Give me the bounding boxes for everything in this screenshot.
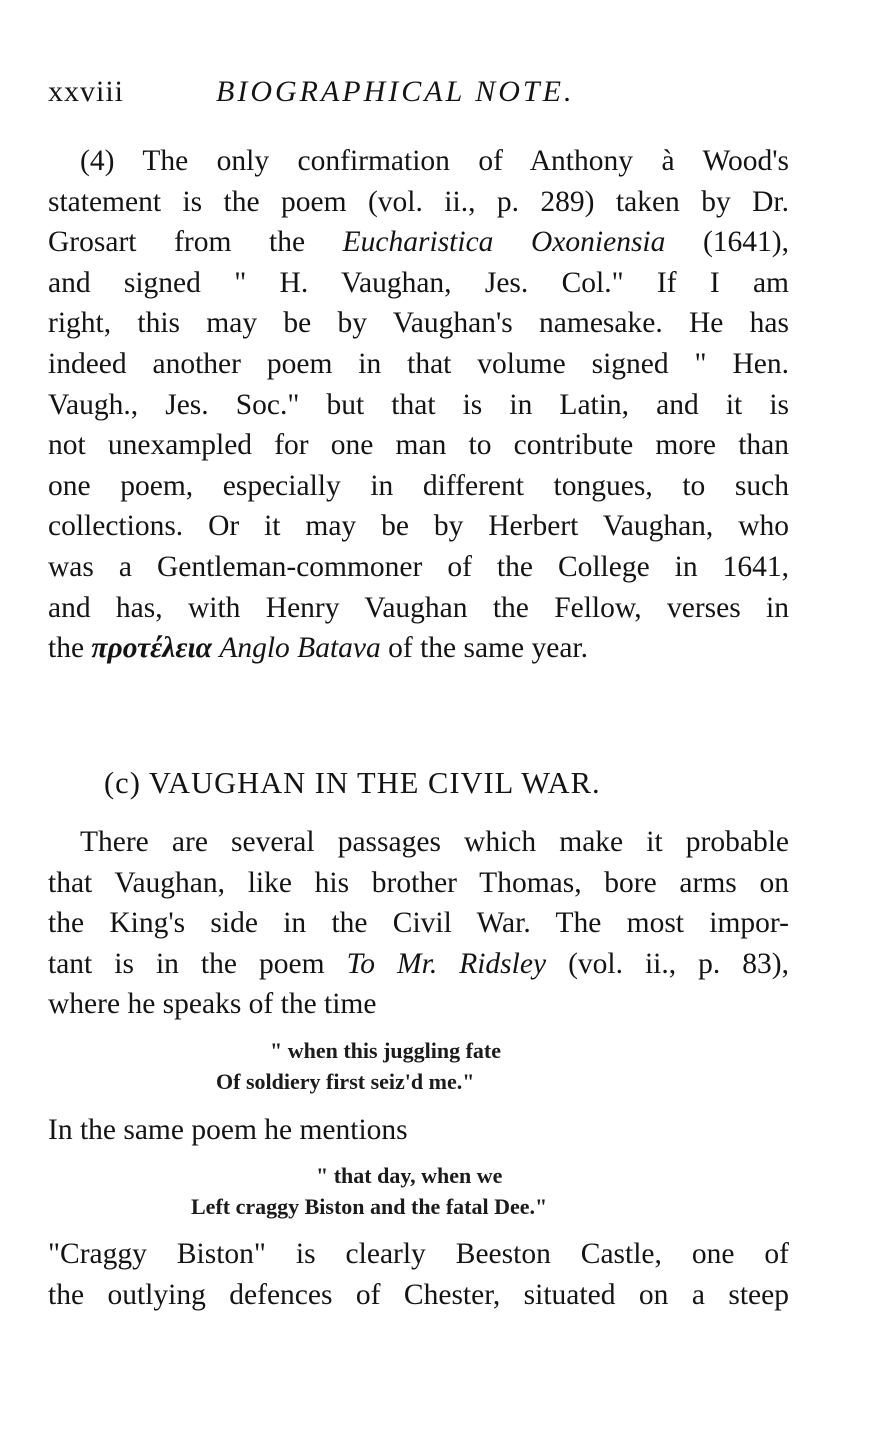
greek-word: προτέλεια bbox=[91, 632, 212, 665]
text-line bbox=[48, 628, 789, 669]
text-line: one poem, especially in different tongues, to such bbox=[48, 469, 789, 502]
text-line: and signed " H. Vaughan, Jes. Col." If I am bbox=[48, 266, 789, 299]
text-line: "Craggy Biston" is clearly Beeston Castle, one of bbox=[48, 1238, 789, 1270]
text-fragment: of the same year. bbox=[380, 632, 588, 665]
paragraph-civil-war bbox=[48, 822, 789, 1025]
text-line: indeed another poem in that volume signed " Hen. bbox=[48, 347, 789, 380]
text-line bbox=[48, 222, 789, 263]
quote-line: Left craggy Biston and the fatal Dee." bbox=[191, 1194, 548, 1219]
text-line: (4) The only confirmation of Anthony à Wood's bbox=[80, 145, 789, 177]
quote-line: Of soldiery first seiz'd me." bbox=[216, 1069, 475, 1094]
text-line: In the same poem he mentions bbox=[48, 1114, 408, 1146]
text-line: not unexampled for one man to contribute more than bbox=[48, 429, 789, 462]
text-line: where he speaks of the time bbox=[48, 988, 377, 1021]
italic-title: Eucharistica Oxoniensia bbox=[342, 226, 666, 259]
italic-title: Anglo Batava bbox=[211, 632, 381, 665]
text-line: Vaugh., Jes. Soc." but that is in Latin, and it is bbox=[48, 388, 789, 421]
quote-line: " that day, when we bbox=[316, 1163, 503, 1188]
page-header bbox=[48, 72, 808, 112]
text-line: and has, with Henry Vaughan the Fellow, verses in bbox=[48, 591, 789, 624]
text-line: collections. Or it may be by Herbert Vaughan, who bbox=[48, 510, 789, 543]
paragraph-beeston bbox=[48, 1234, 789, 1315]
text-line: that Vaughan, like his brother Thomas, bore arms on bbox=[48, 866, 789, 899]
text-line bbox=[48, 944, 789, 985]
text-fragment: (1641), bbox=[665, 226, 789, 259]
text-fragment: Grosart from the bbox=[48, 226, 343, 259]
text-line: statement is the poem (vol. ii., p. 289) taken by Dr. bbox=[48, 185, 789, 218]
italic-title: To Mr. Ridsley bbox=[346, 947, 547, 980]
running-title: BIOGRAPHICAL NOTE. bbox=[216, 75, 575, 108]
text-line: was a Gentleman-commoner of the College in 1641, bbox=[48, 550, 789, 583]
text-line: the King's side in the Civil War. The most impor- bbox=[48, 907, 789, 940]
quote-line: " when this juggling fate bbox=[270, 1038, 502, 1063]
text-line: right, this may be by Vaughan's namesake. He has bbox=[48, 307, 789, 340]
text-fragment: (vol. ii., p. 83), bbox=[546, 947, 789, 980]
paragraph-wood-confirmation bbox=[48, 141, 789, 669]
page-number: xxviii bbox=[48, 75, 125, 108]
text-fragment: the bbox=[48, 632, 92, 665]
text-line: There are several passages which make it probable bbox=[80, 826, 789, 858]
section-heading: (c) VAUGHAN IN THE CIVIL WAR. bbox=[104, 766, 601, 800]
text-fragment: tant is in the poem bbox=[48, 947, 347, 980]
text-line: the outlying defences of Chester, situated on a steep bbox=[48, 1278, 789, 1311]
